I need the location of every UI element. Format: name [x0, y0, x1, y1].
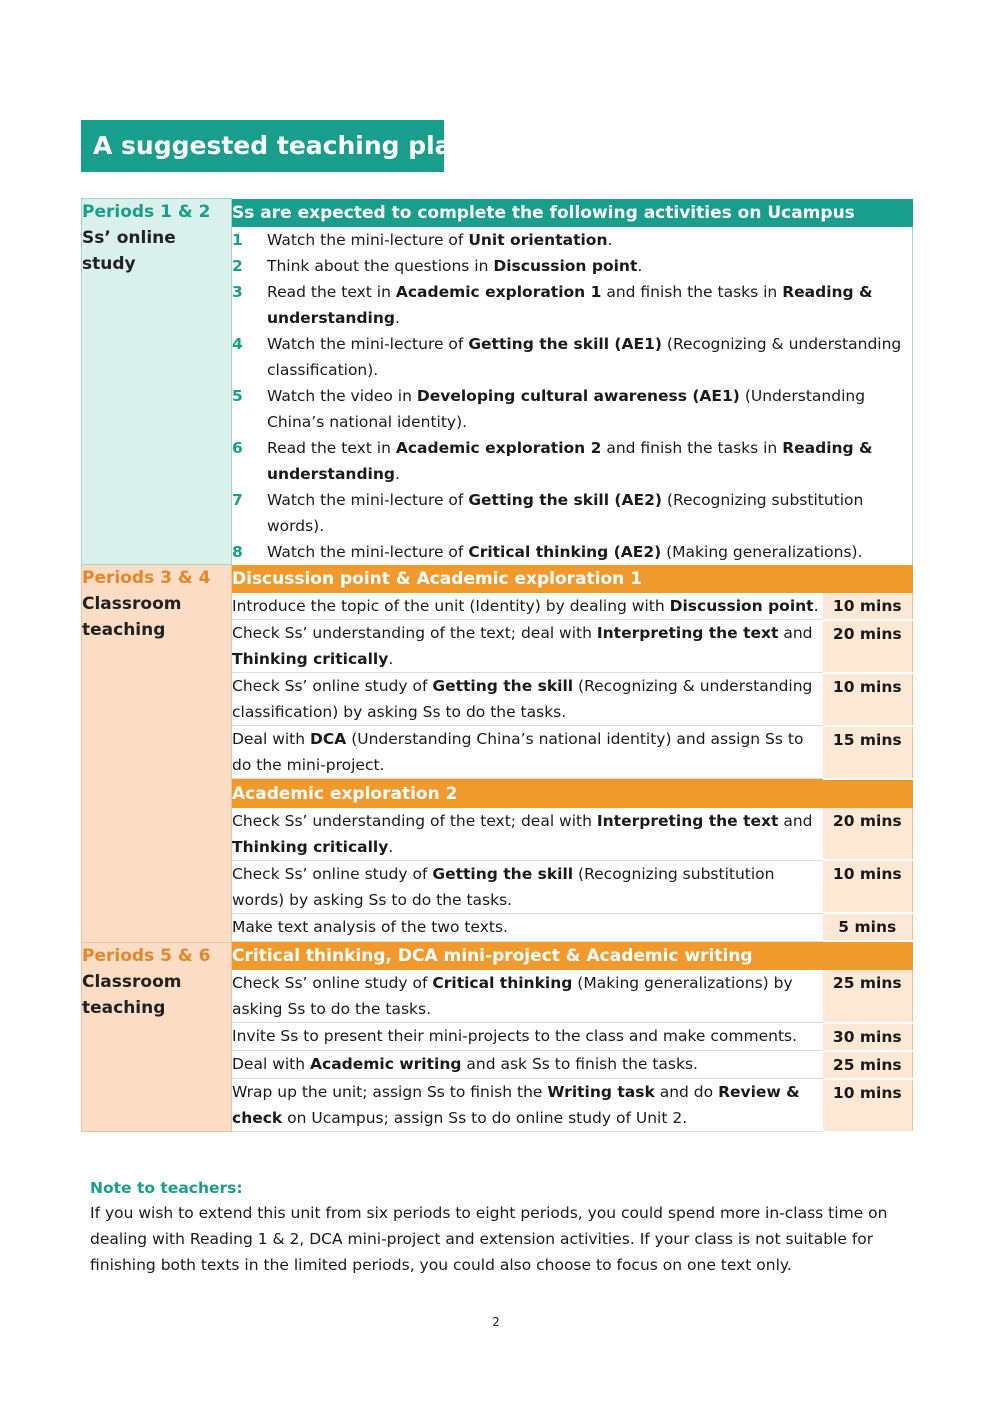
duration: 20 mins	[823, 620, 913, 673]
period-type: Ss’ online study	[82, 228, 176, 274]
duration: 10 mins	[823, 673, 913, 726]
section-header: Critical thinking, DCA mini-project & Academic writing	[232, 942, 913, 970]
duration: 15 mins	[823, 726, 913, 779]
list-item: 4 Watch the mini-lecture of Getting the skill (AE1) (Recognizing & understanding classification).	[232, 334, 902, 379]
period-name: Periods 3 & 4	[82, 568, 211, 588]
activity-text: Check Ss’ understanding of the text; deal with Interpreting the text and Thinking critically.	[232, 808, 823, 861]
duration: 30 mins	[823, 1023, 913, 1051]
period-type: teaching	[82, 620, 166, 640]
list-item: 8 Watch the mini-lecture of Critical thinking (AE2) (Making generalizations).	[232, 542, 863, 561]
duration: 25 mins	[823, 970, 913, 1023]
activity-text: Make text analysis of the two texts.	[232, 913, 823, 941]
page-title: A suggested teaching plan	[81, 120, 444, 172]
note-title: Note to teachers:	[90, 1179, 243, 1197]
list-item: 3 Read the text in Academic exploration 1 and finish the tasks in Reading & understanding.	[232, 282, 873, 327]
duration: 10 mins	[823, 593, 913, 620]
online-section-header: Ss are expected to complete the following activities on Ucampus	[232, 199, 913, 227]
activity-text: Check Ss’ online study of Critical thinking (Making generalizations) by asking Ss to do the tasks.	[232, 970, 823, 1023]
period-cell-2	[82, 565, 232, 943]
note-to-teachers	[90, 1176, 905, 1278]
list-item: 1 Watch the mini-lecture of Unit orientation.	[232, 230, 613, 249]
activity-text: Check Ss’ online study of Getting the skill (Recognizing substitution words) by asking Ss to do the tasks.	[232, 860, 823, 913]
period-name: Periods 5 & 6	[82, 945, 211, 966]
activity-text: Check Ss’ understanding of the text; deal with Interpreting the text and Thinking critically.	[232, 620, 823, 673]
activity-text: Introduce the topic of the unit (Identity) by dealing with Discussion point.	[232, 593, 823, 620]
list-item: 2 Think about the questions in Discussion point.	[232, 256, 643, 275]
activity-text: Invite Ss to present their mini-projects to the class and make comments.	[232, 1023, 823, 1051]
period-type: teaching	[82, 997, 166, 1018]
duration: 20 mins	[823, 808, 913, 861]
activity-text: Check Ss’ online study of Getting the skill (Recognizing & understanding classification) by asking Ss to do the tasks.	[232, 673, 823, 726]
online-header-row	[82, 199, 913, 227]
activity-text: Deal with DCA (Understanding China’s national identity) and assign Ss to do the mini-project.	[232, 726, 823, 779]
note-text: If you wish to extend this unit from six periods to eight periods, you could spend more in-class time on dealing with Reading 1 & 2, DCA mini-project and extension activities. If your class is not suitable for finishing both texts in the limited periods, you could also choose to focus on one text only.	[90, 1204, 888, 1274]
duration: 25 mins	[823, 1051, 913, 1079]
online-activity-list	[232, 227, 913, 565]
period-name: Periods 1 & 2	[82, 202, 211, 222]
list-item: 5 Watch the video in Developing cultural awareness (AE1) (Understanding China’s national identity).	[232, 386, 866, 431]
duration: 10 mins	[823, 1079, 913, 1132]
period-cell-1	[82, 199, 232, 565]
list-item: 7 Watch the mini-lecture of Getting the skill (AE2) (Recognizing substitution words).	[232, 490, 864, 535]
duration: 5 mins	[823, 913, 913, 941]
activity-text: Deal with Academic writing and ask Ss to finish the tasks.	[232, 1051, 823, 1079]
section-header: Academic exploration 2	[232, 779, 913, 808]
list-item: 6 Read the text in Academic exploration 2 and finish the tasks in Reading & understanding.	[232, 438, 873, 483]
period-cell-3	[82, 942, 232, 1132]
page-number: 2	[492, 1315, 500, 1329]
duration: 10 mins	[823, 860, 913, 913]
section-header: Discussion point & Academic exploration 1	[232, 565, 913, 593]
period-type: Classroom	[82, 971, 182, 992]
teaching-plan-table	[81, 198, 913, 1133]
activity-text: Wrap up the unit; assign Ss to finish the Writing task and do Review & check on Ucampus; assign Ss to do online study of Unit 2.	[232, 1079, 823, 1132]
period-type: Classroom	[82, 594, 182, 614]
